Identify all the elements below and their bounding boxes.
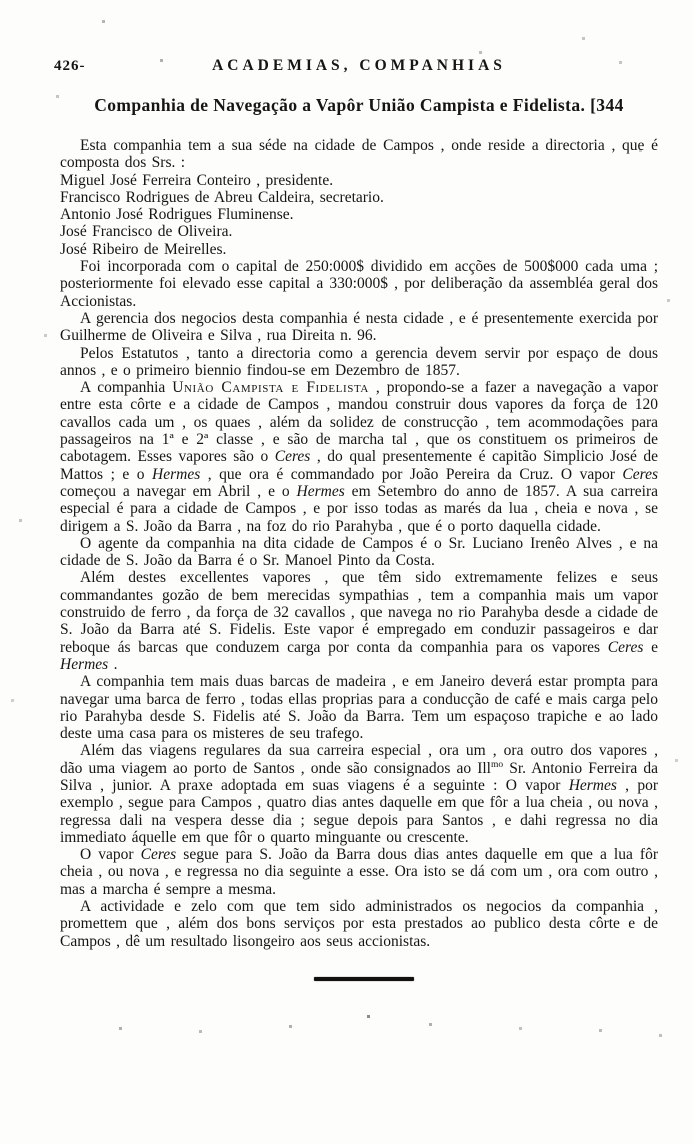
paragraph-statutes: Pelos Estatutos , tanto a directoria como a gerencia devem servir por espaço de dous annos , e o primeiro biennio findou-se em Dezembro de 1857. [60, 344, 658, 379]
name-line-president: Miguel José Ferreira Conteiro , presidente. [60, 171, 334, 189]
paragraph-intro: Esta companhia tem a sua séde na cidade de Campos , onde reside a directoria , que é composta dos Srs. : [60, 137, 658, 172]
section-end-rule [314, 977, 414, 981]
running-head: ACADEMIAS, COMPANHIAS [212, 57, 506, 74]
paragraph-closing: A actividade e zelo com que tem sido administrados os negocios da companhia , promettem que , além dos bons serviços por esta prestados ao publico desta côrte e de Campos , dê um resultado lisongeiro aos seus accionistas. [60, 898, 658, 950]
scan-noise-specks [0, 0, 1, 1]
entry-number: [344 [590, 95, 624, 115]
name-line-director-1: Antonio José Rodrigues Fluminense. [60, 206, 294, 224]
paragraph-ceres-route: O vapor Ceres segue para S. João da Barra dous dias antes daquelle em que a lua fôr cheia , ou nova , e regressa no dia seguinte a esse. Ora isto se dá com um , ora com outro , mas a marcha é sempre a mesma. [60, 846, 658, 898]
paragraph-barges: A companhia tem mais duas barcas de madeira , e em Janeiro deverá estar prompta para navegar uma barca de ferro , todas ellas proprias para a conducção de café e mais carga pelo rio Parahyba desde S. Fidelis até S. João da Barra. Tem um espaçoso trapiche e ao lado deste uma casa para os misteres de seu trafego. [60, 673, 658, 743]
paragraph-iron-steamer: Além destes excellentes vapores , que têm sido extremamente felizes e seus commandantes gozão de bem merecidas sympathias , tem a companhia mais um vapor construido de ferro , da força de 32 cavallos , que navega no rio Parahyba desde a cidade de S. João da Barra até S. Fidelis. Este vapor é empregado em conduzir passageiros e dar reboque ás barcas que conduzem carga por conta da companhia para os vapores Ceres e Hermes . [60, 569, 658, 673]
name-line-director-2: José Francisco de Oliveira. [60, 223, 233, 241]
name-line-director-3: José Ribeiro de Meirelles. [60, 240, 227, 258]
body-text [60, 137, 658, 950]
paragraph-santos-route: Além das viagens regulares da sua carreira especial , ora um , ora outro dos vapores , dão uma viagem ao porto de Santos , onde são consignados ao Ill$^{mo}$ Sr. Antonio Ferreira da Silva , junior. A praxe adoptada em suas viagens é a seguinte : O vapor Hermes , por exemplo , segue para Campos , quatro dias antes daquelle em que fôr a lua cheia , ou nova , regressa dali na vespera desse dia ; segue depois para Santos , e dahi regressa no dia immediato áquelle em que fôr o quarto minguante ou crescente. [60, 742, 658, 846]
page-number: 426- [54, 58, 86, 74]
paragraph-management: A gerencia dos negocios desta companhia é nesta cidade , e é presentemente exercida por Guilherme de Oliveira e Silva , rua Direita n. 96. [60, 309, 658, 345]
article-title: Companhia de Navegação a Vapôr União Campista e Fidelista. [94, 95, 586, 115]
paragraph-capital: Foi incorporada com o capital de 250:000$ dividido em acções de 500$000 cada uma ; posteriormente foi elevado esse capital a 330:000$ , por deliberação da assembléa geral dos Accionistas. [60, 258, 658, 310]
article-title-line [60, 95, 658, 116]
paragraph-steamers: A companhia União Campista e Fidelista , propondo-se a fazer a navegação a vapor entre esta côrte e a cidade de Campos , mandou construir dous vapores da força de 120 cavallos cada um , os quaes , além da solidez de construcção , tem acommodações para passageiros na 1ª e 2ª classe , e são de marcha tal , que os constituem os primeiros de cabotagem. Esses vapores são o Ceres , do qual presentemente é capitão Simplicio José de Mattos ; e o Hermes , que ora é commandado por João Pereira da Cruz. O vapor Ceres começou a navegar em Abril , e o Hermes em Setembro do anno de 1857. A sua carreira especial é para a cidade de Campos , e por isso todas as marés da lua , cheia e nova , se dirigem a S. João da Barra , na foz do rio Parahyba , que é o porto daquella cidade. [60, 379, 659, 535]
masthead [54, 57, 658, 75]
paragraph-agents: O agente da companhia na dita cidade de Campos é o Sr. Luciano Irenêo Alves , e na cidade de S. João da Barra é o Sr. Manoel Pinto da Costa. [60, 534, 658, 570]
name-line-secretary: Francisco Rodrigues de Abreu Caldeira, secretario. [60, 188, 384, 206]
